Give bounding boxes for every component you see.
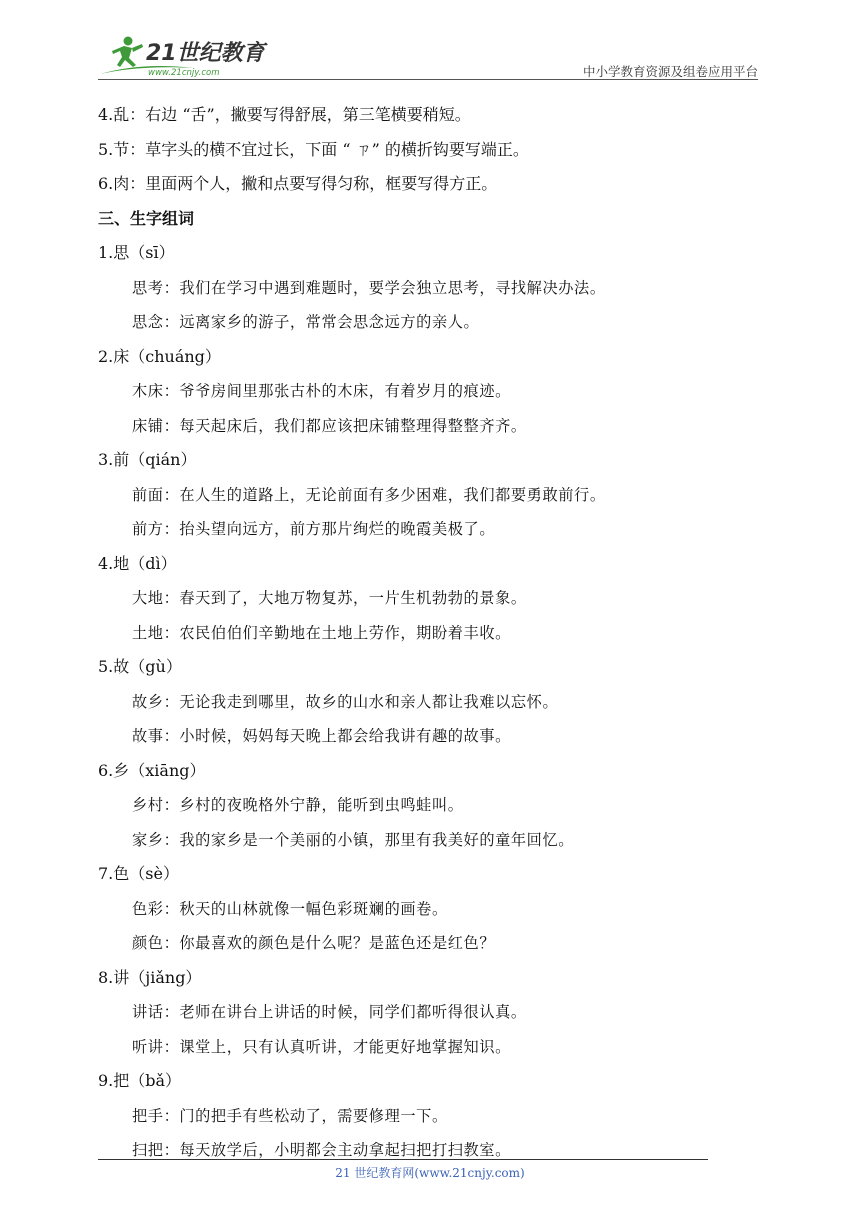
entry-example: 思考：我们在学习中遇到难题时，要学会独立思考，寻找解决办法。	[132, 278, 606, 297]
entry-heading: 7.色（sè）	[98, 864, 179, 883]
logo-21cnjy	[98, 34, 268, 80]
section-title: 三、生字组词	[98, 208, 195, 228]
entry-example: 大地：春天到了，大地万物复苏，一片生机勃勃的景象。	[132, 589, 527, 607]
entry-example: 颜色：你最喜欢的颜色是什么呢？是蓝色还是红色？	[132, 934, 496, 952]
entry-example: 把手：门的把手有些松动了，需要修理一下。	[132, 1106, 448, 1125]
entry-example: 讲话：老师在讲台上讲话的时候，同学们都听得很认真。	[132, 1003, 527, 1021]
entry-heading: 4.地（dì）	[98, 553, 177, 573]
page-header	[98, 32, 758, 80]
entry-example: 色彩：秋天的山林就像一幅色彩斑斓的画卷。	[132, 899, 448, 918]
logo-text: 21世纪教育	[146, 41, 265, 66]
entry-example: 前方：抬头望向远方，前方那片绚烂的晚霞美极了。	[132, 520, 496, 538]
entry-example: 家乡：我的家乡是一个美丽的小镇，那里有我美好的童年回忆。	[132, 830, 575, 849]
entry-example: 前面：在人生的道路上，无论前面有多少困难，我们都要勇敢前行。	[132, 485, 606, 504]
entry-example: 听讲：课堂上，只有认真听讲，才能更好地掌握知识。	[132, 1037, 511, 1056]
runner-icon	[112, 37, 143, 68]
entry-example: 乡村：乡村的夜晚格外宁静，能听到虫鸣蛙叫。	[132, 796, 464, 814]
entry-heading: 3.前（qián）	[98, 450, 197, 469]
note-line: 6.肉：里面两个人，撇和点要写得匀称，框要写得方正。	[98, 174, 498, 193]
entry-heading: 1.思（sī）	[98, 243, 175, 262]
entry-heading: 6.乡（xiāng）	[98, 760, 206, 780]
entry-example: 思念：远离家乡的游子，常常会思念远方的亲人。	[132, 313, 480, 331]
entry-heading: 8.讲（jiǎng）	[98, 967, 202, 987]
entry-example: 扫把：每天放学后，小明都会主动拿起扫把打扫教室。	[132, 1141, 511, 1159]
note-line: 4.乱：右边 “舌”，撇要写得舒展，第三笔横要稍短。	[98, 105, 471, 124]
entry-example: 木床：爷爷房间里那张古朴的木床，有着岁月的痕迹。	[132, 382, 511, 400]
entry-heading: 9.把（bǎ）	[98, 1071, 182, 1090]
entry-heading: 2.床（chuáng）	[98, 346, 221, 366]
footer-site-link[interactable]: 21 世纪教育网(www.21cnjy.com)	[335, 1166, 525, 1180]
entry-heading: 5.故（gù）	[98, 657, 182, 676]
note-line: 5.节：草字头的横不宜过长，下面 “ ㄗ” 的横折钩要写端正。	[98, 139, 529, 159]
logo-url: www.21cnjy.com	[148, 68, 220, 78]
entry-example: 床铺：每天起床后，我们都应该把床铺整理得整整齐齐。	[132, 416, 527, 435]
footer-divider	[98, 1159, 708, 1160]
entry-example: 故事：小时候，妈妈每天晚上都会给我讲有趣的故事。	[132, 727, 511, 745]
entry-example: 土地：农民伯伯们辛勤地在土地上劳作，期盼着丰收。	[132, 623, 511, 642]
entry-example: 故乡：无论我走到哪里，故乡的山水和亲人都让我难以忘怀。	[132, 692, 559, 711]
header-divider	[98, 79, 758, 80]
platform-name: 中小学教育资源及组卷应用平台	[582, 64, 758, 79]
document-body	[98, 98, 738, 1168]
